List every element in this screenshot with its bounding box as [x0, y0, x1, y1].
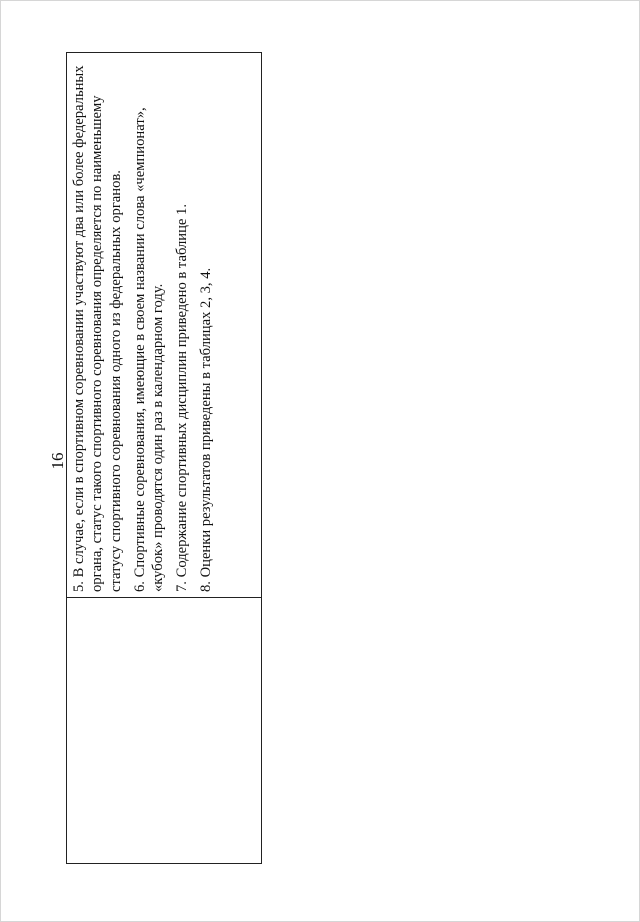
paragraph-5: 5. В случае, если в спортивном соревновании участвуют два или более федеральных органа, статус такого спортивного соревнования определяется по наименьшему статусу спортивного соревнования одного из федеральных органов. [71, 65, 124, 592]
page-number: 16 [48, 452, 67, 470]
table-cell-empty [67, 597, 261, 863]
table-container [66, 52, 262, 864]
paragraph-7: 7. Содержание спортивных дисциплин приведено в таблице 1. [174, 203, 191, 592]
paragraph-6: 6. Спортивные соревнования, имеющие в своем названии слова «чемпионат», «кубок» проводятся один раз в календарном году. [131, 107, 167, 592]
table-cell-text [67, 53, 261, 597]
rules-table [66, 52, 262, 864]
paragraph-8: 8. Оценки результатов приведены в таблицах 2, 3, 4. [197, 267, 214, 592]
